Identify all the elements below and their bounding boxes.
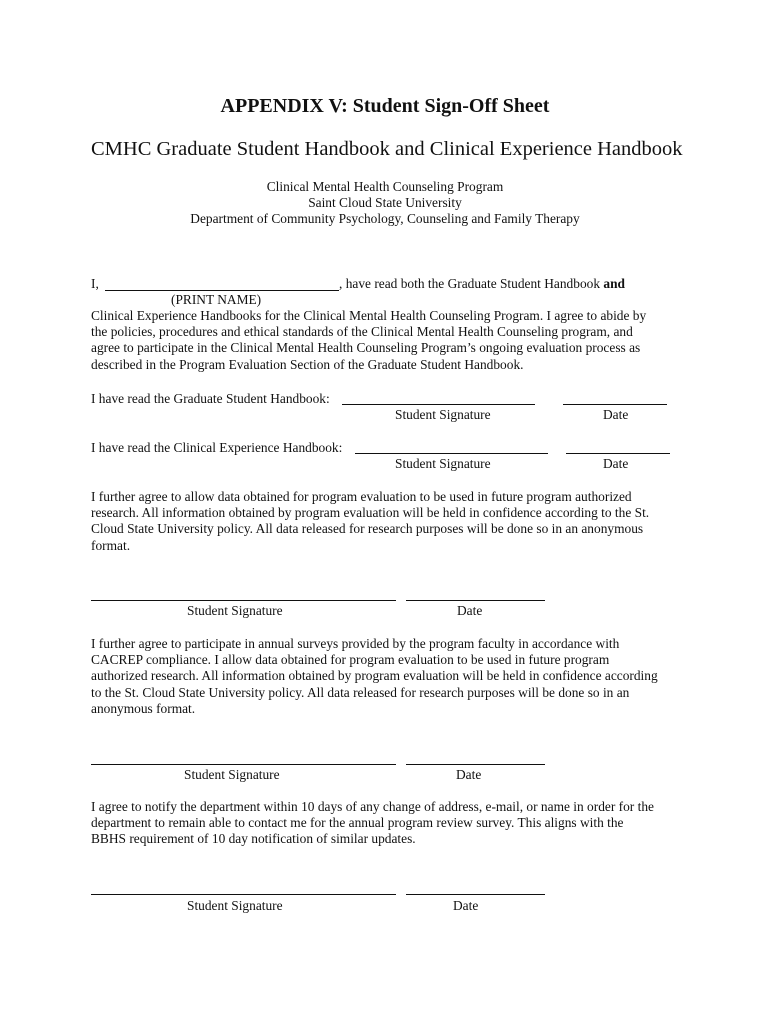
contact-update-paragraph: I agree to notify the department within 10 days of any change of address, e-mail, or name in order for the department to remain able to contact me for the annual program review survey. This aligns with the BBHS requirement of 10 day notification of similar updates. xyxy=(91,799,654,847)
research-consent-signature-label: Student Signature xyxy=(187,603,283,618)
contact-update-signature-label: Student Signature xyxy=(187,898,283,913)
department-name: Department of Community Psychology, Counseling and Family Therapy xyxy=(190,211,580,226)
survey-consent-date-field[interactable] xyxy=(406,764,545,765)
agreement-paragraph: Clinical Experience Handbooks for the Clinical Mental Health Counseling Program. I agree to abide by the policies, procedures and ethical standards of the Clinical Mental Health Counseling program, and agree to participate in the Clinical Mental Health Counseling Program’s ongoing evaluation process as described in the Program Evaluation Section of the Graduate Student Handbook. xyxy=(91,308,647,372)
page-subtitle: CMHC Graduate Student Handbook and Clinical Experience Handbook xyxy=(91,138,683,160)
research-consent-paragraph: I further agree to allow data obtained for program evaluation to be used in future program authorized research. All information obtained by program evaluation will be held in confidence according to the St. Cloud State University policy. All data released for research purposes will be done so in an anonymous format. xyxy=(91,489,650,553)
clinical-handbook-date-field[interactable] xyxy=(566,453,670,454)
research-consent-signature-field[interactable] xyxy=(91,600,396,601)
agreement-suffix: , have read both the Graduate Student Handbook and xyxy=(339,276,625,291)
survey-consent-paragraph: I further agree to participate in annual surveys provided by the program faculty in accordance with CACREP compliance. I allow data obtained for program evaluation to be used in future program authorized research. All information obtained by program evaluation will be held in confidence according to the St. Cloud State University policy. All data released for research purposes will be done so in an anonymous format. xyxy=(91,636,658,716)
print-name-field[interactable] xyxy=(105,290,339,291)
survey-consent-signature-label: Student Signature xyxy=(184,767,280,782)
graduate-handbook-date-field[interactable] xyxy=(563,404,667,405)
graduate-handbook-signature-field[interactable] xyxy=(342,404,535,405)
university-name: Saint Cloud State University xyxy=(308,195,462,210)
survey-consent-signature-field[interactable] xyxy=(91,764,396,765)
clinical-handbook-read-label: I have read the Clinical Experience Handbook: xyxy=(91,440,343,455)
print-name-label: (PRINT NAME) xyxy=(171,292,262,307)
program-name: Clinical Mental Health Counseling Program xyxy=(266,179,504,194)
research-consent-date-field[interactable] xyxy=(406,600,545,601)
contact-update-date-field[interactable] xyxy=(406,894,545,895)
clinical-handbook-signature-field[interactable] xyxy=(355,453,548,454)
clinical-handbook-signature-label: Student Signature xyxy=(395,456,491,471)
graduate-handbook-signature-label: Student Signature xyxy=(395,407,491,422)
agreement-prefix: I, xyxy=(91,276,99,291)
research-consent-date-label: Date xyxy=(457,603,483,618)
contact-update-signature-field[interactable] xyxy=(91,894,396,895)
page-title: APPENDIX V: Student Sign-Off Sheet xyxy=(220,95,550,117)
graduate-handbook-read-label: I have read the Graduate Student Handbook: xyxy=(91,391,330,406)
clinical-handbook-date-label: Date xyxy=(603,456,629,471)
contact-update-date-label: Date xyxy=(453,898,479,913)
graduate-handbook-date-label: Date xyxy=(603,407,629,422)
survey-consent-date-label: Date xyxy=(456,767,482,782)
